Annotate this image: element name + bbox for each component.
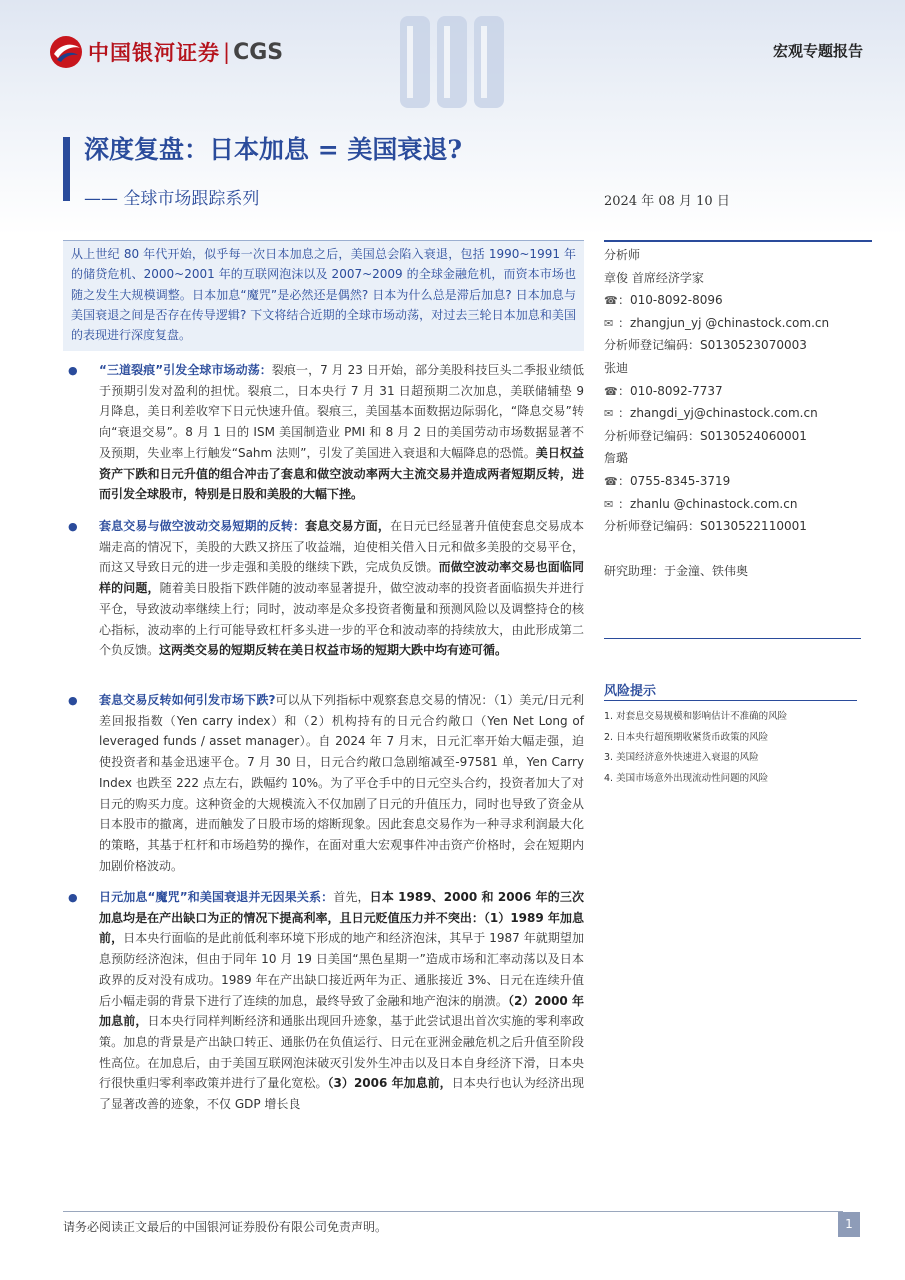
- report-date: 2024 年 08 月 10 日: [604, 194, 730, 209]
- analyst-phone: ☎：010-8092-7737: [604, 380, 872, 403]
- bullet-item: [68, 887, 584, 1115]
- abstract-text: 从上世纪 80 年代开始，似乎每一次日本加息之后，美国总会陷入衰退，包括 1990~1991 年的储贷危机、2000~2001 年的互联网泡沫以及 2007~2009 的全球金融危机，而资本市场也随之发生大规模调整。日本加息“魔咒”是必然还是偶然? 日本为什么总是滞后加息? 日本加息与美国衰退之间是否存在传导逻辑? 下文将结合近期的全球市场动荡，对过去三轮日本加息和美国的表现进行深度复盘。: [71, 247, 576, 343]
- analyst-label: 分析师: [604, 248, 641, 262]
- bullet-text: 日本央行面临的是此前低利率环境下形成的地产和经济泡沫，其早于 1987 年就期望加息预防经济泡沫，但由于同年 10 月 19 日美国“黑色星期一”造成市场和汇率动荡以及日本政界的反对没有成功。1989 年在产出缺口接近两年为正、通胀接近 3%、日元在连续升值后小幅走弱的背景下进行了连续的加息，最终导致了金融和地产泡沫的崩溃。: [99, 931, 584, 1008]
- analyst-reg: 分析师登记编码：S0130523070003: [604, 338, 807, 353]
- email-link[interactable]: zhangjun_yj @chinastock.com.cn: [630, 315, 830, 330]
- phone-text: 0755-8345-3719: [630, 473, 731, 488]
- bullet-lead: 套息交易与做空波动交易短期的反转：: [99, 519, 306, 533]
- bullet-icon: ●: [68, 520, 78, 533]
- bullet-bold-text: 套息交易方面，: [305, 519, 391, 533]
- bullet-text: 日本央行同样判断经济和通胀出现回升迹象，基于此尝试退出首次实施的零利率政策。加息的背景是产出缺口转正、通胀仍在负值运行、日元在亚洲金融危机之后升值至阶段性高位。在加息后，由于美国互联网泡沫破灭引发外生冲击以及日本自身经济下滑，日本央行很快重归零利率政策并进行了量化宽松。: [99, 1014, 584, 1091]
- analyst-name: 章俊 首席经济学家: [604, 270, 704, 285]
- title-accent-bar: [63, 137, 70, 201]
- page-number: 1: [838, 1212, 860, 1237]
- galaxy-logo-icon: [48, 34, 84, 70]
- analyst-reg: 分析师登记编码：S0130524060001: [604, 428, 807, 443]
- bullet-text: 可以从下列指标中观察套息交易的情况：（1）美元/日元利差回报指数（Yen carry index）和（2）机构持有的日元合约敞口（Yen Net Long of leveraged funds / asset manager）。自 2024 年 7 月末，日元汇率开始大幅走强，迫使投资者和基金迅速平仓。7 月 30 日，日元合约敞口急剧缩减至-97581 单，Yen Carry Index 也跌至 222 点左右，跌幅约 10%。为了平仓手中的日元空头合约，投资者加大了对日元的购买力度。这种资金的大规模流入不仅加剧了日元的升值压力，同时也导致了资金从日本股市的撤离，进而触发了日股市场的熔断现象。因此套息交易作为一种寻求利润最大化的策略，其基于杠杆和市场趋势的操作，在面对重大宏观事件冲击资产价格时，会在短期内加剧价格波动。: [99, 693, 584, 873]
- bullet-icon: ●: [68, 891, 78, 904]
- sidebar-top-rule: [604, 240, 872, 242]
- logo-name: 中国银河证券: [88, 41, 220, 65]
- report-title: 深度复盘：日本加息 = 美国衰退?: [84, 135, 463, 164]
- bullet-bold-text: （2）2000 年加息前，: [99, 993, 584, 1029]
- risk-item: 4. 美国市场意外出现流动性问题的风险: [604, 773, 769, 785]
- report-type: 宏观专题报告: [772, 42, 863, 60]
- phone-text: 010-8092-7737: [630, 383, 723, 398]
- footer-divider: [63, 1211, 843, 1212]
- bullet-lead: 套息交易反转如何引发市场下跌?: [99, 693, 276, 707]
- email-link[interactable]: zhanlu @chinastock.com.cn: [630, 496, 798, 511]
- cgs-watermark-logo: [395, 8, 510, 118]
- abstract-box: [63, 240, 584, 351]
- phone-icon: ☎: [604, 384, 618, 398]
- company-logo[interactable]: [48, 34, 283, 70]
- risk-item: 3. 美国经济意外快速进入衰退的风险: [604, 752, 759, 764]
- bullet-lead: “三道裂痕”引发全球市场动荡：: [99, 363, 272, 377]
- analyst-email[interactable]: ✉ ：zhanlu @chinastock.com.cn: [604, 493, 872, 516]
- risk-title: 风险提示: [604, 684, 657, 699]
- logo-separator: |: [223, 40, 231, 64]
- bullet-bold-text: 这两类交易的短期反转在美日权益市场的短期大跌中均有迹可循。: [159, 643, 508, 658]
- analyst-phone: ☎：010-8092-8096: [604, 289, 872, 312]
- analyst-phone: ☎：0755-8345-3719: [604, 470, 872, 493]
- phone-text: 010-8092-8096: [630, 293, 723, 308]
- bullet-text: 首先，: [333, 890, 370, 904]
- risk-item: 2. 日本央行超预期收紧货币政策的风险: [604, 731, 769, 743]
- bullet-lead: 日元加息“魔咒”和美国衰退并无因果关系：: [99, 890, 334, 904]
- bullet-item: [68, 690, 584, 876]
- risk-list: [604, 707, 864, 790]
- email-icon: ✉: [604, 497, 614, 511]
- risk-divider: [604, 700, 857, 701]
- analyst-email[interactable]: ✉ ：zhangdi_yj@chinastock.com.cn: [604, 402, 872, 425]
- bullet-text: 裂痕一，7 月 23 日开始，部分美股科技巨头二季报业绩低于预期引发对盈利的担忧。裂痕二，日本央行 7 月 31 日超预期二次加息，美联储辅垫 9 月降息，美日利差收窄下日元快速升值。裂痕三，美国基本面数据边际弱化，“降息交易”转向“衰退交易”。8 月 1 日的 ISM 美国制造业 PMI 和 8 月 2 日的美国劳动市场数据显著不及预期，失业率上行触发“Sahm 法则”，引发了美国进入衰退和大幅降息的恐慌。: [99, 363, 584, 460]
- research-assistant: 研究助理：于金潼、铁伟奥: [604, 563, 749, 578]
- footer-disclaimer: 请务必阅读正文最后的中国银河证券股份有限公司免责声明。: [63, 1220, 388, 1234]
- bullet-bold-text: 美日权益资产下跌和日元升值的组合冲击了套息和做空波动率两大主流交易并造成两者短期反转，进而引发全球股市，特别是日股和美股的大幅下挫。: [99, 445, 584, 502]
- bullet-bold-text: 日本 1989、2000 和 2006 年的三次加息均是在产出缺口为正的情况下提高利率，且日元贬值压力并不突出：（1）1989 年加息前，: [99, 890, 584, 946]
- phone-icon: ☎: [604, 294, 618, 308]
- risk-item: 1. 对套息交易规模和影响估计不准确的风险: [604, 711, 788, 722]
- bullet-text: 在日元已经显著升值使套息交易成本端走高的情况下，美股的大跌又挤压了收益端，迫使相关借入日元和做多美股的交易平仓，而这又导致日元的进一步走强和美股的继续下跌，完成负反馈。: [99, 519, 584, 575]
- analyst-sidebar: [604, 240, 872, 582]
- report-subtitle: —— 全球市场跟踪系列: [84, 189, 260, 209]
- email-icon: ✉: [604, 407, 614, 421]
- bullet-item: [68, 516, 584, 661]
- analyst-reg: 分析师登记编码：S0130522110001: [604, 519, 807, 534]
- analyst-name: 张迪: [604, 360, 629, 375]
- bullet-icon: ●: [68, 694, 78, 707]
- email-icon: ✉: [604, 316, 614, 330]
- email-link[interactable]: zhangdi_yj@chinastock.com.cn: [630, 406, 818, 421]
- bullet-bold-text: （3）2006 年加息前，: [327, 1076, 452, 1091]
- bullet-item: [68, 360, 584, 505]
- phone-icon: ☎: [604, 474, 618, 488]
- sidebar-divider: [604, 638, 861, 639]
- analyst-email[interactable]: ✉ ：zhangjun_yj @chinastock.com.cn: [604, 312, 872, 335]
- logo-en: CGS: [233, 39, 284, 65]
- bullet-bold-text: 而做空波动率交易也面临同样的问题，: [99, 560, 584, 596]
- bullet-icon: ●: [68, 364, 78, 377]
- analyst-name: 詹璐: [604, 451, 629, 466]
- bullet-text: 随着美日股指下跌伴随的波动率显著提升，做空波动率的投资者面临损失并进行平仓，导致波动率继续上行；同时，波动率是众多投资者衡量和预测风险以及调整持仓的核心指标，波动率的上行可能导致杠杆多头进一步的平仓和波动率的持续放大，由此形成第二个负反馈。: [99, 581, 584, 658]
- bullet-text: 日本央行也认为经济出现了显著改善的迹象，不仅 GDP 增长良: [99, 1076, 584, 1112]
